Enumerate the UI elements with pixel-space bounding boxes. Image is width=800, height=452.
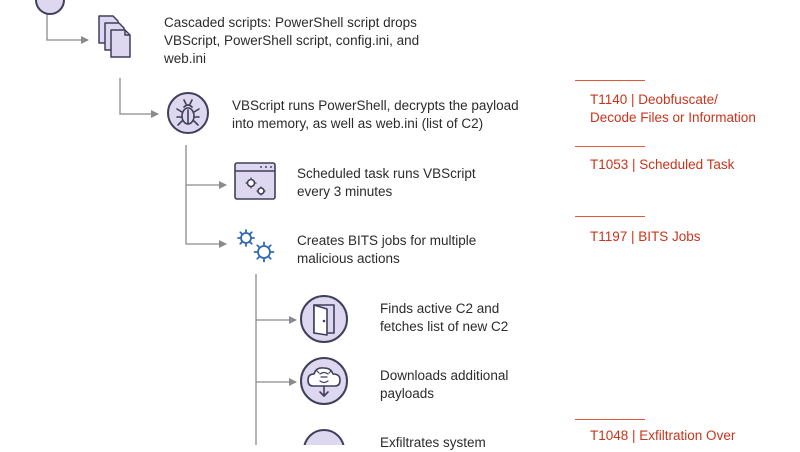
connector-4: [186, 185, 226, 244]
bug-icon: [168, 93, 208, 133]
step-exfiltrate: Exfiltrates system: [380, 435, 486, 450]
mitre-t1053: T1053 | Scheduled Task: [590, 157, 735, 172]
scheduled-task-window-icon: [235, 163, 275, 199]
mitre-rule-t1197: [575, 216, 645, 217]
gears-icon: [238, 230, 274, 262]
step-download-payloads: Downloads additional payloads: [380, 368, 509, 401]
cropped-circle-icon: [36, 0, 64, 14]
step-scheduled-task: Scheduled task runs VBScript every 3 minutes: [297, 166, 476, 199]
connector-3: [186, 145, 226, 185]
cloud-download-icon: [301, 358, 347, 404]
documents-stack-icon: [99, 16, 130, 57]
mitre-rule-t1048: [575, 419, 645, 420]
mitre-rule-t1140: [575, 80, 645, 81]
step-vbscript-powershell: VBScript runs PowerShell, decrypts the payload into memory, as well as web.ini (list of C2): [232, 98, 519, 131]
mitre-t1140: T1140 | Deobfuscate/ Decode Files or Information: [590, 92, 756, 125]
mitre-rule-t1053: [575, 146, 645, 147]
mitre-t1048: T1048 | Exfiltration Over: [590, 428, 736, 443]
step-find-c2: Finds active C2 and fetches list of new C2: [380, 301, 509, 334]
step-bits-jobs: Creates BITS jobs for multiple malicious actions: [297, 233, 477, 266]
step-cascaded-scripts: Cascaded scripts: PowerShell script drops VBScript, PowerShell script, config.ini, and web.ini: [164, 15, 420, 66]
connector-5: [256, 274, 296, 320]
exfiltration-icon: [304, 430, 344, 445]
door-icon: [301, 296, 347, 342]
connector-6: [256, 320, 296, 382]
mitre-t1197: T1197 | BITS Jobs: [590, 229, 701, 244]
connector-2: [120, 78, 158, 114]
